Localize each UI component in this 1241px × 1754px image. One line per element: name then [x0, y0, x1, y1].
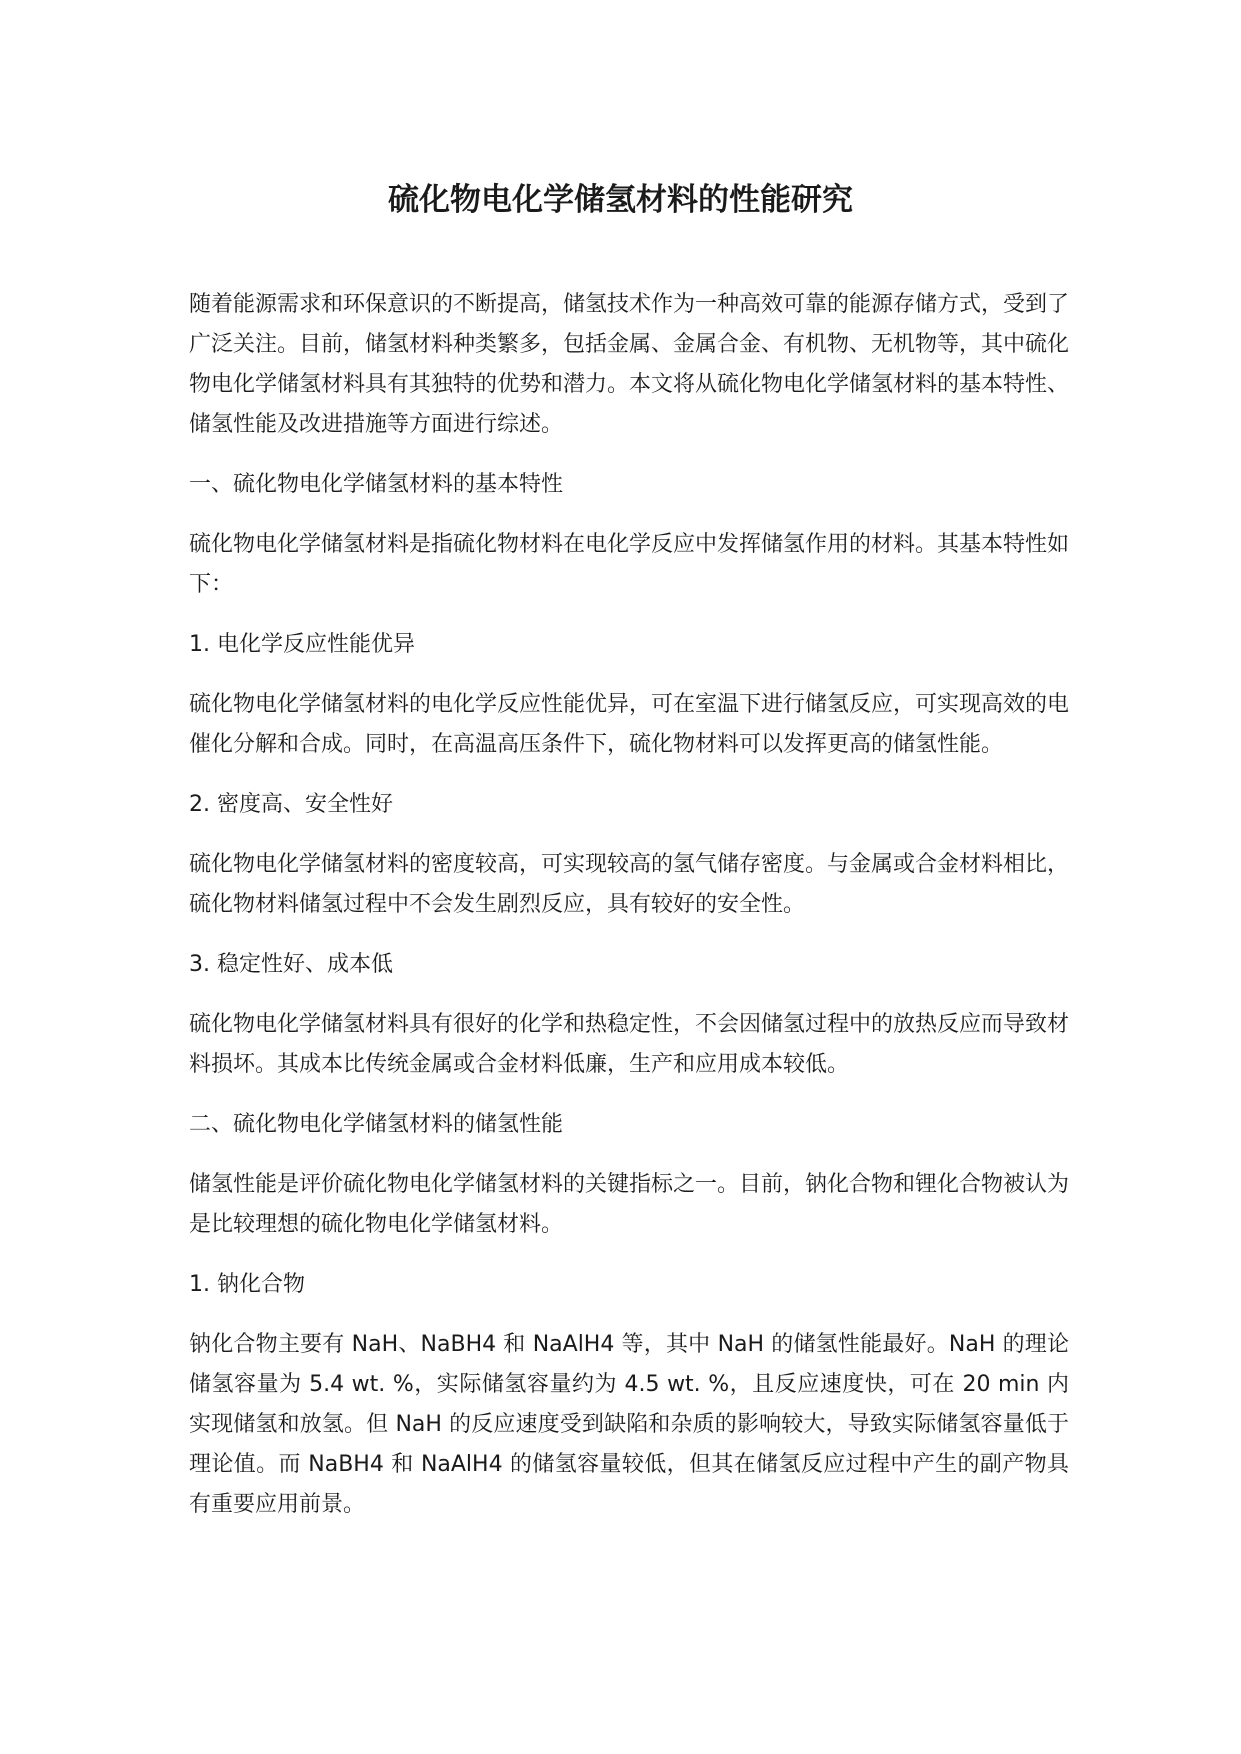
paragraph-stability-cost: 硫化物电化学储氢材料具有很好的化学和热稳定性，不会因储氢过程中的放热反应而导致材料损坏。其成本比传统金属或合金材料低廉，生产和应用成本较低。: [189, 1012, 1070, 1077]
section-heading-basic-properties: 一、硫化物电化学储氢材料的基本特性: [189, 472, 564, 497]
section-heading-storage-performance: 二、硫化物电化学储氢材料的储氢性能: [189, 1112, 564, 1137]
paragraph-sodium-compounds: 钠化合物主要有 NaH、NaBH4 和 NaAlH4 等，其中 NaH 的储氢性能最好。NaH 的理论储氢容量为 5.4 wt. %，实际储氢容量约为 4.5 wt. %，且反应速度快，可在 20 min 内实现储氢和放氢。但 NaH 的反应速度受到缺陷和杂质的影响较大，导致实际储氢容量低于理论值。而 NaBH4 和 NaAlH4 的储氢容量较低，但其在储氢反应过程中产生的副产物具有重要应用前景。: [189, 1332, 1069, 1517]
paragraph-density-safety: 硫化物电化学储氢材料的密度较高，可实现较高的氢气储存密度。与金属或合金材料相比，硫化物材料储氢过程中不会发生剧烈反应，具有较好的安全性。: [189, 852, 1070, 917]
document-body: [189, 285, 1069, 1545]
paragraph-basic-properties: 硫化物电化学储氢材料是指硫化物材料在电化学反应中发挥储氢作用的材料。其基本特性如下：: [189, 532, 1070, 597]
subheading-density-safety: 2. 密度高、安全性好: [189, 792, 393, 817]
subheading-stability-cost: 3. 稳定性好、成本低: [189, 952, 393, 977]
subheading-electrochemical-performance: 1. 电化学反应性能优异: [189, 632, 415, 657]
paragraph-storage-performance: 储氢性能是评价硫化物电化学储氢材料的关键指标之一。目前，钠化合物和锂化合物被认为是比较理想的硫化物电化学储氢材料。: [189, 1172, 1070, 1237]
document-title: 硫化物电化学储氢材料的性能研究: [388, 182, 853, 218]
subheading-sodium-compounds: 1. 钠化合物: [189, 1272, 305, 1297]
paragraph-intro: 随着能源需求和环保意识的不断提高，储氢技术作为一种高效可靠的能源存储方式，受到了广泛关注。目前，储氢材料种类繁多，包括金属、金属合金、有机物、无机物等，其中硫化物电化学储氢材料具有其独特的优势和潜力。本文将从硫化物电化学储氢材料的基本特性、储氢性能及改进措施等方面进行综述。: [189, 292, 1070, 437]
paragraph-electrochemical-performance: 硫化物电化学储氢材料的电化学反应性能优异，可在室温下进行储氢反应，可实现高效的电催化分解和合成。同时，在高温高压条件下，硫化物材料可以发挥更高的储氢性能。: [189, 692, 1070, 757]
